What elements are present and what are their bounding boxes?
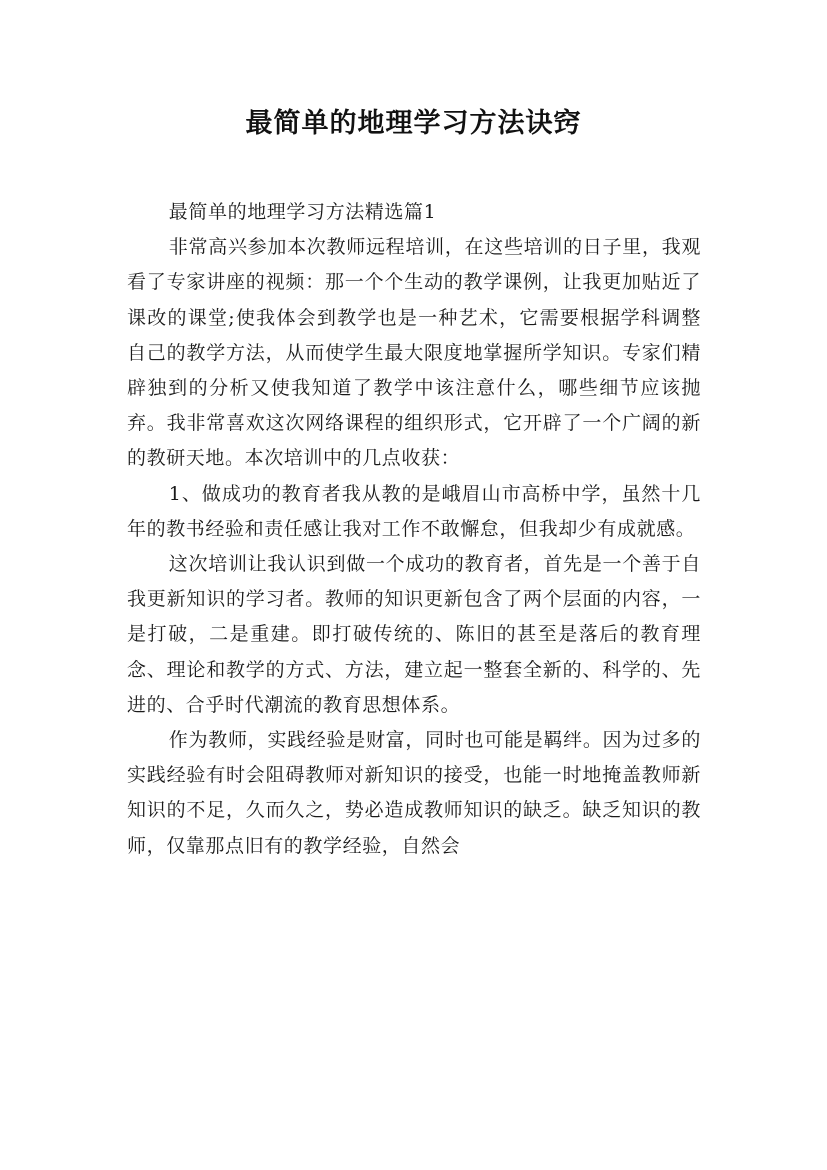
section-heading: 最简单的地理学习方法精选篇1 (168, 201, 437, 223)
paragraph-educator: 这次培训让我认识到做一个成功的教育者，首先是一个善于自我更新知识的学习者。教师的知识更新包含了两个层面的内容，一是打破，二是重建。即打破传统的、陈旧的甚至是落后的教育理念、理论和教学的方式、方法，建立起一整套全新的、科学的、先进的、合乎时代潮流的教育思想体系。 (127, 553, 701, 716)
paragraph-experience: 作为教师，实践经验是财富，同时也可能是羁绊。因为过多的实践经验有时会阻碍教师对新知识的接受，也能一时地掩盖教师新知识的不足，久而久之，势必造成教师知识的缺乏。缺乏知识的教师，仅靠那点旧有的教学经验，自然会 (127, 729, 701, 857)
paragraph-point-1: 1、做成功的教育者我从教的是峨眉山市高桥中学，虽然十几年的教书经验和责任感让我对工作不敢懈怠，但我却少有成就感。 (127, 482, 701, 540)
document-body (127, 195, 701, 864)
document-title: 最简单的地理学习方法诀窍 (245, 108, 582, 139)
paragraph-intro: 非常高兴参加本次教师远程培训，在这些培训的日子里，我观看了专家讲座的视频：那一个个生动的教学课例，让我更加贴近了课改的课堂;使我体会到教学也是一种艺术，它需要根据学科调整自己的教学方法，从而使学生最大限度地掌握所学知识。专家们精辟独到的分析又使我知道了教学中该注意什么，哪些细节应该抛弃。我非常喜欢这次网络课程的组织形式，它开辟了一个广阔的新的教研天地。本次培训中的几点收获： (127, 236, 701, 470)
